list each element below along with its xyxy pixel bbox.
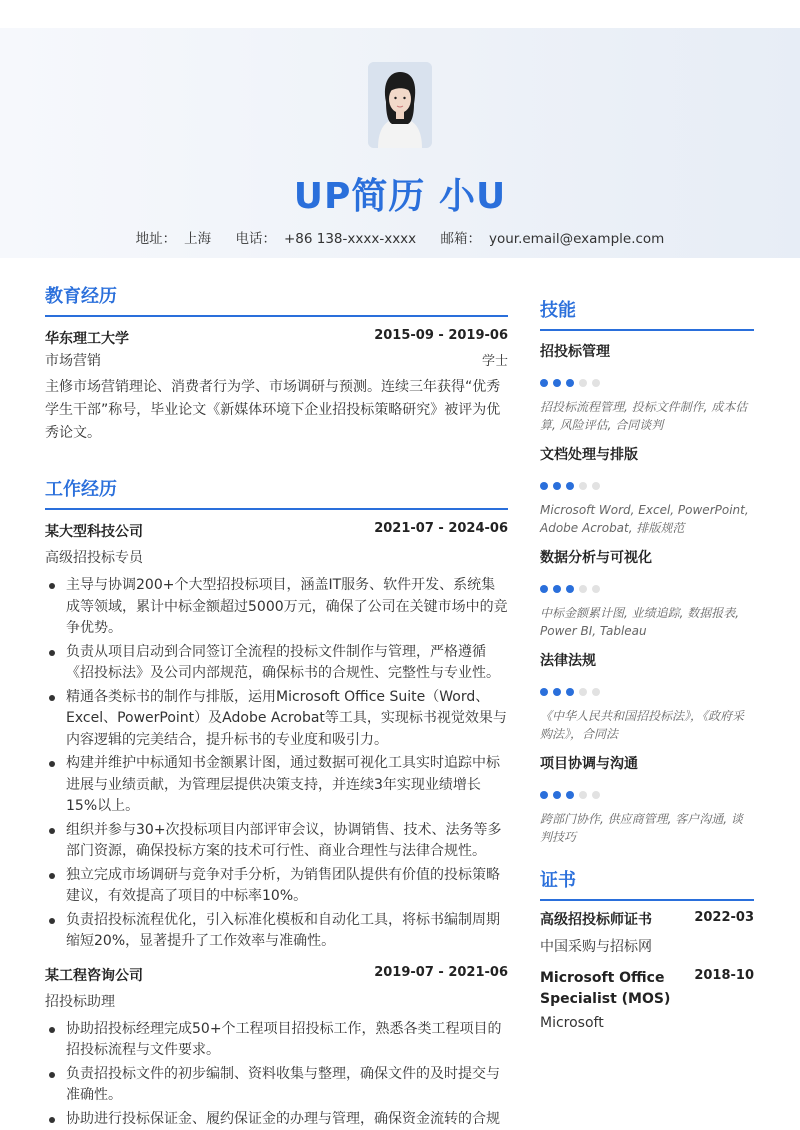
level-dot-filled — [566, 379, 574, 387]
resume-header — [0, 28, 800, 258]
certificate-date: 2018-10 — [694, 968, 754, 983]
level-dot-empty — [579, 688, 587, 696]
level-dot-empty — [592, 791, 600, 799]
certificate-entry — [540, 968, 754, 1031]
certificate-name: Microsoft Office Specialist (MOS) — [540, 970, 671, 1007]
company-name: 某大型科技公司 — [45, 524, 143, 540]
level-dot-filled — [553, 791, 561, 799]
skills-section — [540, 296, 754, 846]
list-item: 组织并参与30+次投标项目内部评审会议，协调销售、技术、法务等多部门资源，确保投标方案的技术可行性、商业合理性与法律合规性。 — [45, 820, 508, 863]
level-dot-filled — [553, 688, 561, 696]
certificates-section — [540, 866, 754, 1031]
education-entry — [45, 328, 508, 445]
level-dot-empty — [579, 379, 587, 387]
certificate-name: 高级招投标师证书 — [540, 912, 652, 928]
level-dot-empty — [592, 379, 600, 387]
job-bullets — [45, 1019, 508, 1130]
job-bullets — [45, 575, 508, 953]
skill-description: 招投标流程管理, 投标文件制作, 成本估算, 风险评估, 合同谈判 — [540, 400, 748, 432]
candidate-name: UP简历 小U — [293, 176, 507, 217]
portrait-image — [368, 62, 432, 148]
skill-level-dots — [540, 585, 754, 595]
section-title: 证书 — [540, 866, 754, 901]
degree: 学士 — [481, 354, 508, 369]
level-dot-filled — [540, 688, 548, 696]
skill-item — [540, 650, 754, 743]
phone-label: 电话： — [235, 231, 276, 247]
skill-description: 《中华人民共和国招投标法》，《政府采购法》，合同法 — [540, 709, 745, 741]
skill-description: 跨部门协作, 供应商管理, 客户沟通, 谈判技巧 — [540, 812, 743, 844]
email-label: 邮箱： — [440, 231, 481, 247]
job-role: 招投标助理 — [45, 993, 115, 1010]
level-dot-empty — [579, 791, 587, 799]
skill-name: 文档处理与排版 — [540, 447, 638, 463]
section-title: 教育经历 — [45, 282, 508, 317]
skill-item — [540, 547, 754, 640]
contact-email — [440, 231, 664, 247]
address-value: 上海 — [184, 231, 212, 247]
skill-item — [540, 444, 754, 537]
level-dot-filled — [566, 688, 574, 696]
level-dot-empty — [592, 482, 600, 490]
skill-level-dots — [540, 379, 754, 389]
education-description: 主修市场营销理论、消费者行为学、市场调研与预测。连续三年获得“优秀学生干部”称号，毕业论文《新媒体环境下企业招投标策略研究》被评为优秀论文。 — [45, 379, 501, 441]
level-dot-filled — [566, 482, 574, 490]
main-column — [45, 282, 508, 1130]
certificate-issuer: Microsoft — [540, 1015, 604, 1031]
list-item: 主导与协调200+个大型招投标项目，涵盖IT服务、软件开发、系统集成等领域，累计中标金额超过5000万元，确保了公司在关键市场中的竞争优势。 — [45, 575, 508, 640]
contact-address — [136, 231, 212, 247]
skill-level-dots — [540, 482, 754, 492]
skill-description: 中标金额累计图, 业绩追踪, 数据报表, Power BI, Tableau — [540, 606, 740, 638]
certificate-issuer: 中国采购与招标网 — [540, 939, 652, 955]
skill-name: 数据分析与可视化 — [540, 550, 652, 566]
level-dot-filled — [540, 791, 548, 799]
level-dot-filled — [553, 379, 561, 387]
skill-name: 法律法规 — [540, 653, 596, 669]
level-dot-filled — [540, 585, 548, 593]
section-title: 技能 — [540, 296, 754, 331]
school-name: 华东理工大学 — [45, 331, 129, 347]
skill-description: Microsoft Word, Excel, PowerPoint, Adobe Acrobat, 排版规范 — [540, 503, 749, 535]
level-dot-filled — [540, 379, 548, 387]
skill-item — [540, 341, 754, 434]
contact-line — [0, 227, 800, 247]
side-column — [540, 296, 754, 1031]
job-date: 2021-07 - 2024-06 — [374, 521, 508, 536]
job-entry — [45, 965, 508, 1130]
level-dot-filled — [566, 585, 574, 593]
phone-value: +86 138-xxxx-xxxx — [283, 231, 417, 247]
section-title: 工作经历 — [45, 475, 508, 510]
list-item: 负责招投标文件的初步编制、资料收集与整理，确保文件的及时提交与准确性。 — [45, 1064, 508, 1107]
education-section — [45, 282, 508, 445]
list-item: 协助进行投标保证金、履约保证金的办理与管理，确保资金流转的合规 — [45, 1109, 508, 1130]
list-item: 构建并维护中标通知书金额累计图，通过数据可视化工具实时追踪中标进展与业绩贡献，为管理层提供决策支持，并连续3年实现业绩增长15%以上。 — [45, 753, 508, 818]
level-dot-filled — [540, 482, 548, 490]
certificate-entry — [540, 910, 754, 956]
level-dot-empty — [579, 585, 587, 593]
list-item: 负责招投标流程优化，引入标准化模板和自动化工具，将标书编制周期缩短20%，显著提升了工作效率与准确性。 — [45, 910, 508, 953]
education-date: 2015-09 - 2019-06 — [374, 328, 508, 343]
level-dot-filled — [566, 791, 574, 799]
skill-name: 项目协调与沟通 — [540, 756, 638, 772]
level-dot-filled — [553, 585, 561, 593]
portrait-photo — [368, 62, 432, 148]
level-dot-filled — [553, 482, 561, 490]
job-role: 高级招投标专员 — [45, 550, 143, 566]
contact-phone — [235, 231, 416, 247]
skill-level-dots — [540, 791, 754, 801]
company-name: 某工程咨询公司 — [45, 967, 143, 984]
job-date: 2019-07 - 2021-06 — [374, 964, 508, 980]
skill-level-dots — [540, 688, 754, 698]
address-label: 地址： — [135, 231, 177, 247]
list-item: 精通各类标书的制作与排版，运用Microsoft Office Suite（Word、Excel、PowerPoint）及Adobe Acrobat等工具，实现标书视觉效果与内容逻辑的完美结合，提升标书的专业度和吸引力。 — [45, 687, 508, 752]
list-item: 独立完成市场调研与竞争对手分析，为销售团队提供有价值的投标策略建议，有效提高了项目的中标率10%。 — [45, 865, 508, 908]
job-entry — [45, 521, 508, 953]
level-dot-empty — [579, 482, 587, 490]
work-section — [45, 475, 508, 1130]
email-value: your.email@example.com — [488, 231, 665, 247]
level-dot-empty — [592, 585, 600, 593]
list-item: 负责从项目启动到合同签订全流程的投标文件制作与管理，严格遵循《招投标法》及公司内部规范，确保标书的合规性、完整性与专业性。 — [45, 642, 508, 685]
skill-item — [540, 753, 754, 846]
certificate-date: 2022-03 — [694, 910, 754, 925]
level-dot-empty — [592, 688, 600, 696]
major: 市场营销 — [45, 353, 101, 369]
list-item: 协助招投标经理完成50+个工程项目招投标工作，熟悉各类工程项目的招投标流程与文件要求。 — [45, 1019, 508, 1062]
skill-name: 招投标管理 — [540, 344, 610, 360]
